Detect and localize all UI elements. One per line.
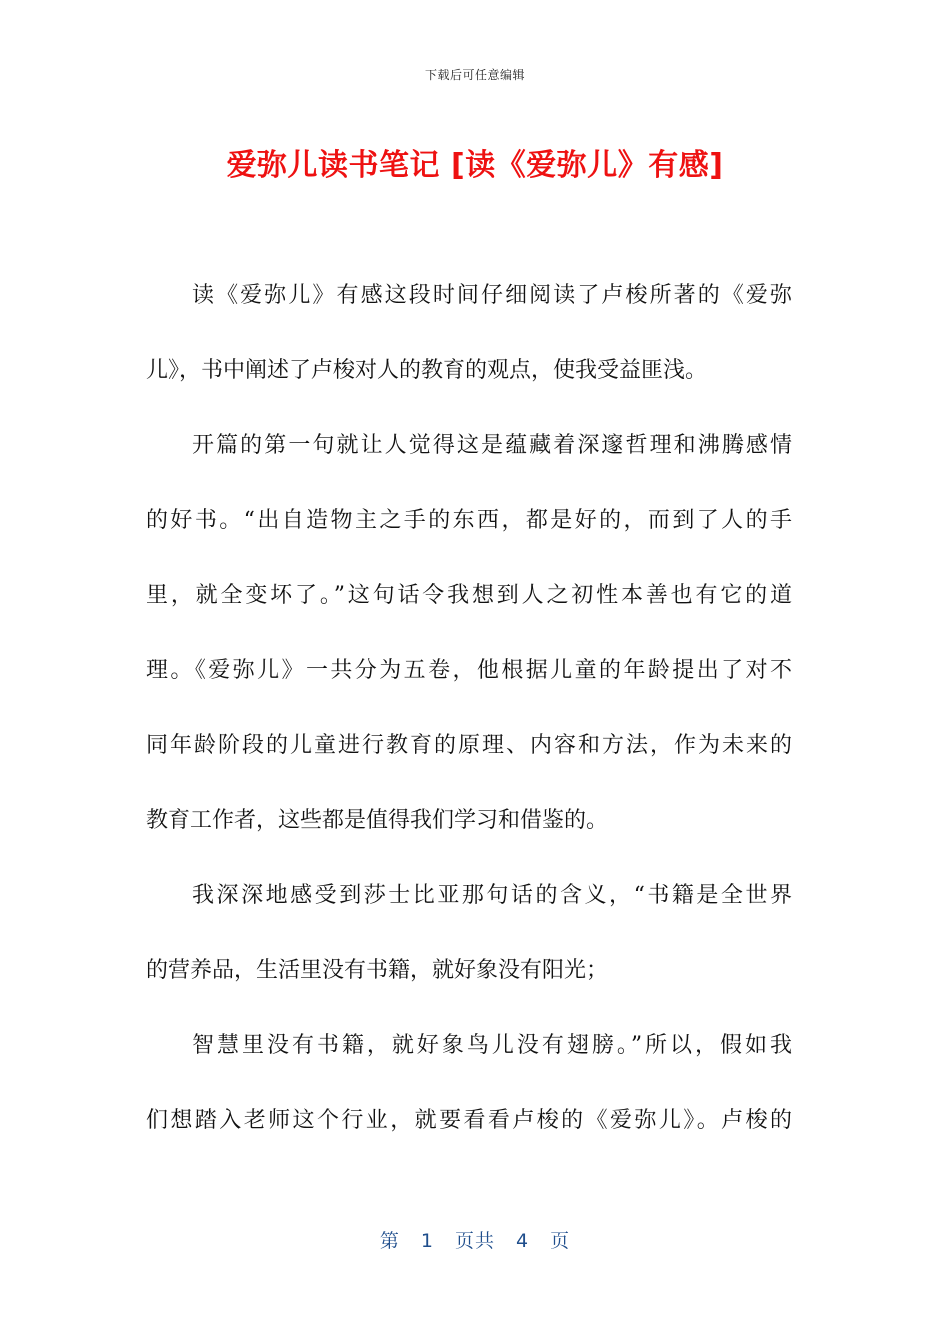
body-line: 开篇的第一句就让人觉得这是蕴藏着深邃哲理和沸腾感情 (192, 433, 792, 458)
body-line: 理。《爱弥儿》一共分为五卷，他根据儿童的年龄提出了对不 (146, 658, 792, 683)
body-line: 的好书。“出自造物主之手的东西，都是好的，而到了人的手 (146, 508, 792, 533)
body-line: 智慧里没有书籍，就好象鸟儿没有翅膀。”所以，假如我 (192, 1033, 792, 1058)
document-body (146, 264, 792, 1164)
body-line: 读《爱弥儿》有感这段时间仔细阅读了卢梭所著的《爱弥 (192, 283, 792, 308)
page-number-footer: 第 1 页共 4 页 (379, 1230, 571, 1252)
body-line: 们想踏入老师这个行业，就要看看卢梭的《爱弥儿》。卢梭的 (146, 1108, 792, 1133)
body-line: 教育工作者，这些都是值得我们学习和借鉴的。 (146, 808, 609, 833)
document-title: 爱弥儿读书笔记 [读《爱弥儿》有感] (226, 148, 724, 183)
body-line: 的营养品，生活里没有书籍，就好象没有阳光； (146, 958, 609, 983)
body-line: 儿》，书中阐述了卢梭对人的教育的观点，使我受益匪浅。 (146, 358, 708, 383)
body-line: 我深深地感受到莎士比亚那句话的含义，“书籍是全世界 (192, 883, 792, 908)
body-line: 里，就全变坏了。”这句话令我想到人之初性本善也有它的道 (146, 583, 792, 608)
body-line: 同年龄阶段的儿童进行教育的原理、内容和方法，作为未来的 (146, 733, 792, 758)
header-note: 下载后可任意编辑 (424, 68, 525, 82)
